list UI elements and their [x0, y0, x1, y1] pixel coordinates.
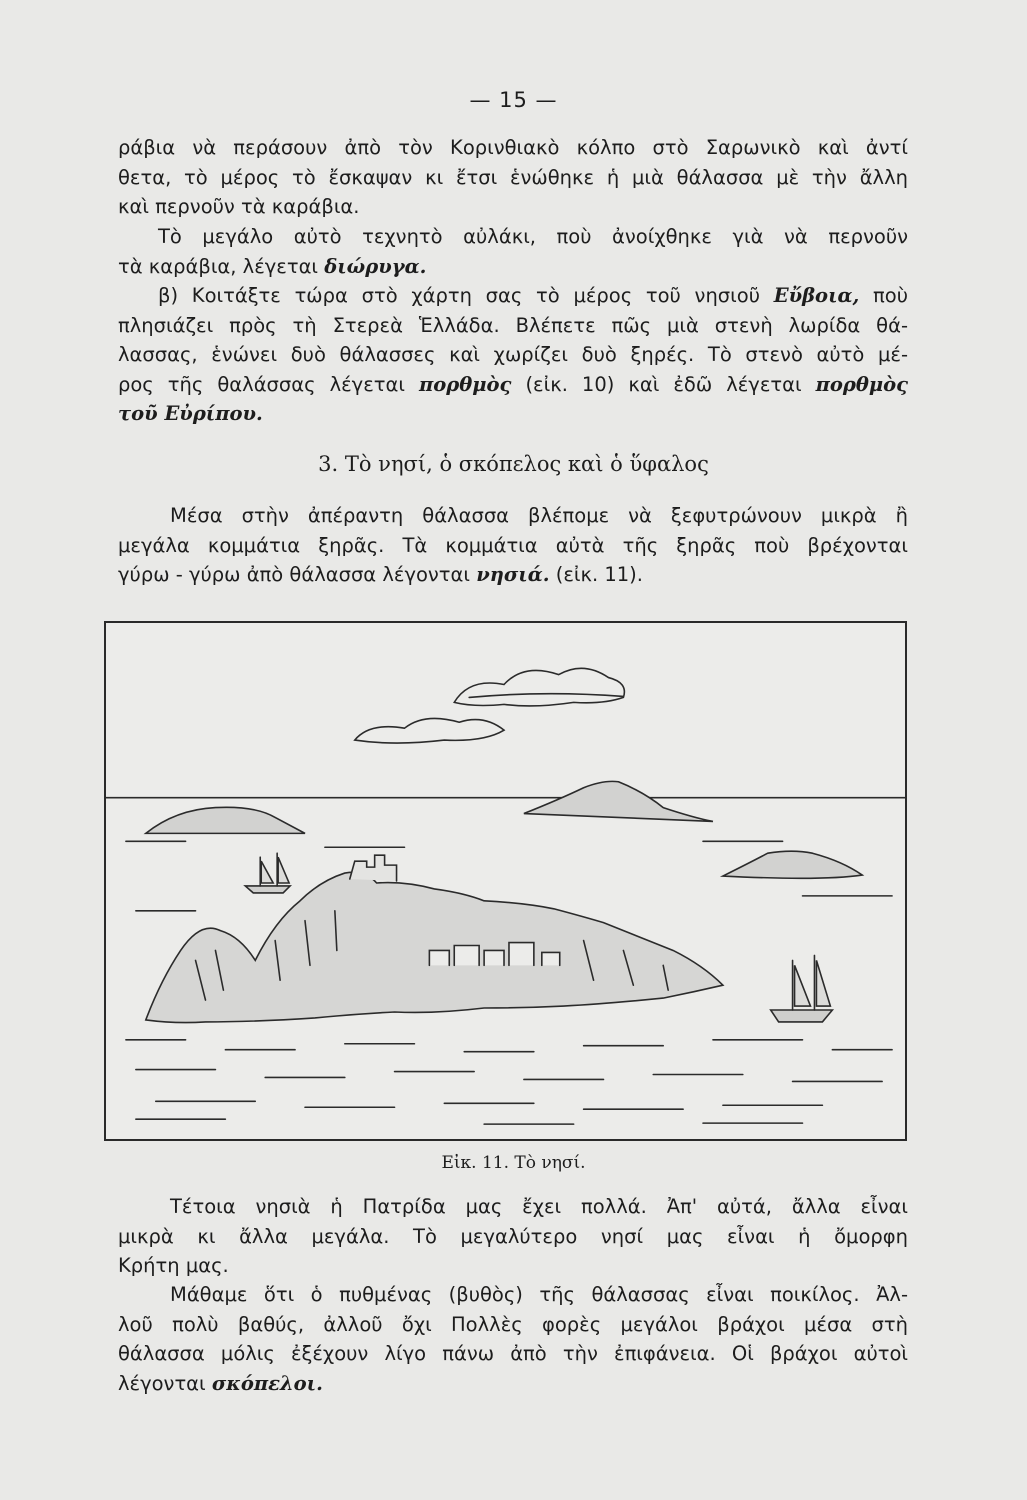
term-evripos: τοῦ Εὐρίπου. — [118, 402, 263, 425]
paragraph-strait — [118, 281, 908, 429]
cloud — [355, 718, 504, 743]
term-canal: διώρυγα. — [324, 254, 427, 278]
text-fragment: ρος τῆς θαλάσσας λέγεται — [118, 372, 405, 396]
text-fragment: γύρω - γύρω ἀπὸ θάλασσα λέγονται — [118, 563, 470, 586]
island-illustration — [104, 621, 907, 1141]
text-fragment: (εἰκ. 10) καὶ ἐδῶ λέγεται — [525, 372, 802, 396]
text-line — [118, 252, 908, 282]
text-line: Μέσα στὴν ἀπέραντη θάλασσα βλέπομε νὰ ξεφυτρώνουν μικρὰ ἢ — [170, 504, 908, 527]
term-skopeloi: σκόπελοι. — [211, 1371, 323, 1395]
text-fragment: (εἰκ. 11). — [555, 563, 643, 586]
distant-island — [524, 781, 713, 821]
term-islands: νησιά. — [476, 563, 550, 586]
text-line — [118, 560, 908, 590]
section-heading: 3. Τὸ νησί, ὁ σκόπελος καὶ ὁ ὕφαλος — [318, 452, 709, 476]
term-strait: πορθμὸς — [419, 372, 512, 396]
text-fragment: ποὺ — [873, 284, 909, 307]
paragraph-reefs — [118, 1280, 908, 1398]
sailboat-left — [245, 853, 290, 893]
cloud — [469, 694, 623, 698]
distant-island — [723, 851, 862, 878]
distant-island — [146, 807, 305, 833]
paragraph-greek-islands — [118, 1192, 908, 1281]
text-line: Τέτοια νησιὰ ἡ Πατρίδα μας ἔχει πολλά. Ἀπ' αὐτά, ἄλλα εἶναι — [170, 1195, 908, 1218]
text-line — [118, 281, 908, 311]
term-evia: Εὔβοια, — [773, 284, 860, 307]
text-line: λοῦ πολὺ βαθύς, ἀλλοῦ ὄχι Πολλὲς φορὲς μεγάλοι βράχοι μέσα στὴ — [118, 1312, 908, 1336]
text-line: καὶ περνοῦν τὰ καράβια. — [118, 195, 360, 218]
text-line: μεγάλα κομμάτια ξηρᾶς. Τὰ κομμάτια αὐτὰ τῆς ξηρᾶς ποὺ βρέχονται — [118, 533, 908, 557]
text-line: λασσας, ἑνώνει δυὸ θάλασσες καὶ χωρίζει δυὸ ξηρές. Τὸ στενὸ αὐτὸ μέ- — [118, 343, 908, 366]
island-drawing — [106, 623, 905, 1139]
term-strait-2: πορθμὸς — [815, 372, 909, 396]
text-fragment: λέγονται — [118, 1371, 206, 1395]
text-line: ράβια νὰ περάσουν ἀπὸ τὸν Κορινθιακὸ κόλπο στὸ Σαρωνικὸ καὶ ἀντί — [118, 136, 908, 159]
text-line: Μάθαμε ὅτι ὁ πυθμένας (βυθὸς) τῆς θάλασσας εἶναι ποικίλος. Ἀλ- — [170, 1283, 908, 1306]
text-line: Κρήτη μας. — [118, 1254, 229, 1277]
text-line: Τὸ μεγάλο αὐτὸ τεχνητὸ αὐλάκι, ποὺ ἀνοίχθηκε γιὰ νὰ περνοῦν — [158, 225, 908, 248]
text-line — [118, 1369, 908, 1399]
castle — [350, 855, 397, 881]
paragraph-canal-intro — [118, 133, 908, 222]
page-number: — 15 — — [469, 88, 558, 112]
figure-caption: Εἰκ. 11. Τὸ νησί. — [441, 1153, 586, 1173]
cloud — [454, 668, 624, 706]
paragraph-islands — [118, 501, 908, 590]
text-line: θάλασσα μόλις ἐξέχουν λίγο πάνω ἀπὸ τὴν ἐπιφάνεια. Οἱ βράχοι αὐτοὶ — [118, 1342, 908, 1365]
text-line: πλησιάζει πρὸς τὴ Στερεὰ Ἑλλάδα. Βλέπετε πῶς μιὰ στενὴ λωρίδα θά- — [118, 313, 908, 337]
text-line: μικρὰ κι ἄλλα μεγάλα. Τὸ μεγαλύτερο νησί μας εἶναι ἡ ὄμορφη — [118, 1224, 908, 1248]
text-fragment: τὰ καράβια, λέγεται — [118, 254, 319, 278]
text-line — [118, 370, 908, 400]
text-line — [118, 399, 908, 429]
main-island — [146, 872, 723, 1022]
paragraph-canal — [118, 222, 908, 281]
sailboat-right — [771, 955, 833, 1021]
text-line: θετα, τὸ μέρος τὸ ἔσκαψαν κι ἔτσι ἑνώθηκε ἡ μιὰ θάλασσα μὲ τὴν ἄλλη — [118, 165, 908, 189]
text-fragment: β) Κοιτάξτε τώρα στὸ χάρτη σας τὸ μέρος τοῦ νησιοῦ — [158, 284, 760, 307]
